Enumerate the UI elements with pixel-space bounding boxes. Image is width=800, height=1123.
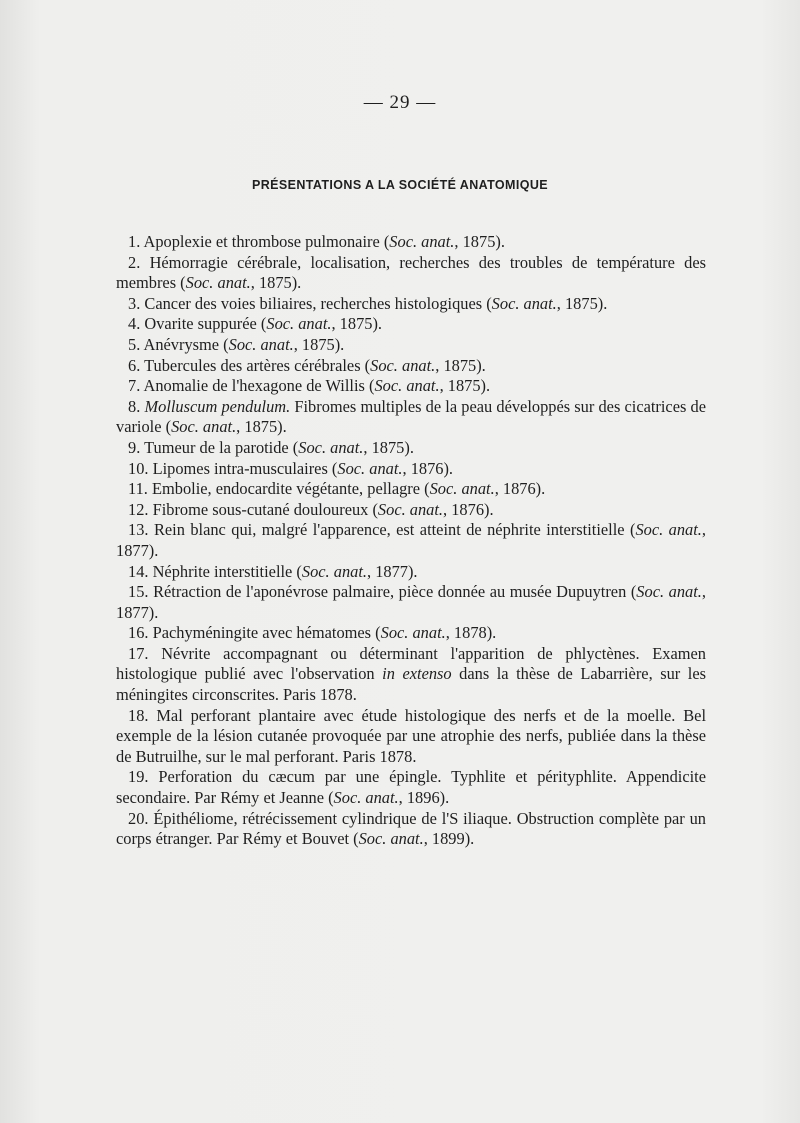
entry-text: Embolie, endocardite végétante, pellagre ( [151, 479, 430, 499]
list-item [116, 767, 706, 808]
list-item [116, 376, 706, 397]
entry-number: 12. [128, 499, 153, 519]
entry-text: , 1877). [116, 582, 706, 622]
entry-text: Ovarite suppurée ( [144, 314, 267, 334]
entry-text: , 1876). [402, 458, 454, 478]
list-item [116, 623, 706, 644]
presentations-list [116, 232, 706, 850]
entry-italic-text: Soc. anat. [228, 334, 294, 354]
list-item [116, 356, 706, 377]
entry-italic-text: Soc. anat. [298, 437, 364, 457]
entry-italic-text: Soc. anat. [358, 829, 424, 849]
entry-text: Épithéliome, rétrécissement cylindrique de l'S iliaque. Obstruction complète par un corps étranger. Par Rémy et Bouvet ( [116, 808, 707, 849]
entry-number: 9. [128, 437, 145, 457]
entry-number: 18. [128, 705, 157, 725]
entry-italic-text: Soc. anat. [429, 479, 495, 499]
entry-text: , 1875). [454, 232, 505, 251]
entry-italic-text: Soc. anat. [370, 355, 436, 375]
list-item [116, 562, 706, 583]
entry-number: 13. [128, 520, 154, 540]
section-heading: PRÉSENTATIONS A LA SOCIÉTÉ ANATOMIQUE [251, 178, 549, 192]
list-item [116, 232, 706, 253]
entry-text: , 1877). [116, 520, 706, 560]
entry-text: Pachyméningite avec hématomes ( [152, 623, 381, 643]
list-item [116, 520, 706, 561]
entry-italic-text: Soc. anat. [333, 788, 399, 808]
entry-number: 17. [128, 643, 162, 663]
entry-text: , 1876). [443, 499, 494, 519]
entry-italic-text: Soc. anat. [380, 623, 446, 643]
entry-text: Anomalie de l'hexagone de Willis ( [143, 376, 375, 396]
entry-text: , 1877). [367, 561, 418, 581]
entry-italic-text: Soc. anat. [185, 273, 251, 293]
entry-text: Apoplexie et thrombose pulmonaire ( [143, 232, 390, 251]
entry-text: , 1875). [439, 376, 491, 396]
entry-italic-text: Molluscum pendulum. [144, 396, 291, 416]
entry-number: 2. [128, 252, 150, 272]
list-item [116, 335, 706, 356]
entry-text: , 1878). [445, 623, 497, 643]
entry-text: Tubercules des artères cérébrales ( [144, 355, 371, 375]
entry-text: Rétraction de l'aponévrose palmaire, pièce donnée au musée Dupuytren ( [153, 582, 637, 602]
entry-italic-text: Soc. anat. [374, 376, 440, 396]
entry-text: Perforation du cæcum par une épingle. Typhlite et pérityphlite. Appendicite secondaire. Par Rémy et Jeanne ( [116, 767, 706, 808]
entry-italic-text: in extenso [382, 664, 452, 684]
entry-italic-text: Soc. anat. [636, 582, 702, 602]
entry-text: , 1875). [435, 355, 486, 375]
entry-italic-text: Soc. anat. [266, 314, 332, 334]
entry-text: Mal perforant plantaire avec étude histologique des nerfs et de la moelle. Bel exemple de la lésion cutanée provoquée par une atrophie des nerfs, publiée dans la thèse de Butruilhe, sur le mal perforant. Paris 1878. [116, 705, 707, 766]
entry-number: 19. [128, 767, 159, 787]
list-item [116, 706, 706, 768]
entry-italic-text: Soc. anat. [491, 293, 557, 313]
entry-italic-text: Soc. anat. [389, 232, 455, 251]
entry-italic-text: Soc. anat. [377, 499, 444, 519]
entry-number: 6. [128, 355, 145, 375]
list-item [116, 582, 706, 623]
entry-number: 10. [128, 458, 153, 478]
entry-number: 11. [128, 479, 152, 499]
list-item [116, 459, 706, 480]
list-item [116, 397, 706, 438]
entry-text: Hémorragie cérébrale, localisation, recherches des troubles de température des membres ( [116, 252, 706, 293]
entry-text: , 1876). [494, 479, 546, 499]
entry-number: 5. [128, 334, 144, 354]
list-item [116, 253, 706, 294]
entry-text: , 1875). [250, 273, 302, 293]
entry-text: , 1896). [398, 788, 450, 808]
entry-italic-text: Soc. anat. [301, 561, 367, 581]
list-item [116, 644, 706, 706]
entry-number: 3. [128, 293, 145, 313]
entry-text: Fibrome sous-cutané douloureux ( [152, 499, 378, 519]
entry-italic-text: Soc. anat. [635, 520, 702, 540]
entry-text: Anévrysme ( [143, 334, 229, 354]
entry-text: Tumeur de la parotide ( [144, 437, 299, 457]
list-item [116, 500, 706, 521]
entry-text: , 1875). [363, 437, 414, 457]
entry-text: , 1899). [423, 829, 475, 849]
entry-number: 14. [128, 561, 153, 581]
entry-text: , 1875). [331, 314, 383, 334]
entry-number: 16. [128, 623, 153, 643]
entry-text: Névrite accompagnant ou déterminant l'apparition de phlyctènes. Examen histologique publié avec l'observation [116, 643, 706, 684]
list-item [116, 479, 706, 500]
entry-text: Néphrite interstitielle ( [152, 561, 302, 581]
list-item [116, 294, 706, 315]
entry-number: 8. [128, 396, 145, 416]
entry-text: Fibromes multiples de la peau développés sur des cicatrices de variole ( [116, 396, 706, 437]
entry-number: 4. [128, 314, 145, 334]
entry-text: Lipomes intra-musculaires ( [152, 458, 338, 478]
entry-text: , 1875). [556, 293, 608, 313]
list-item [116, 809, 706, 850]
entry-text: dans la thèse de Labarrière, sur les méningites circonscrites. Paris 1878. [116, 664, 706, 705]
entry-number: 20. [128, 808, 154, 828]
entry-text: Rein blanc qui, malgré l'apparence, est atteint de néphrite interstitielle ( [153, 520, 636, 540]
entry-text: Cancer des voies biliaires, recherches histologiques ( [144, 293, 492, 313]
entry-number: 7. [128, 376, 144, 396]
entry-italic-text: Soc. anat. [171, 417, 237, 437]
list-item [116, 314, 706, 335]
entry-italic-text: Soc. anat. [337, 458, 403, 478]
entry-text: , 1875). [236, 417, 287, 437]
entry-number: 15. [128, 582, 154, 602]
page-number: — 29 — [363, 92, 437, 113]
entry-text: , 1875). [293, 334, 345, 354]
list-item [116, 438, 706, 459]
entry-number: 1. [128, 232, 144, 251]
